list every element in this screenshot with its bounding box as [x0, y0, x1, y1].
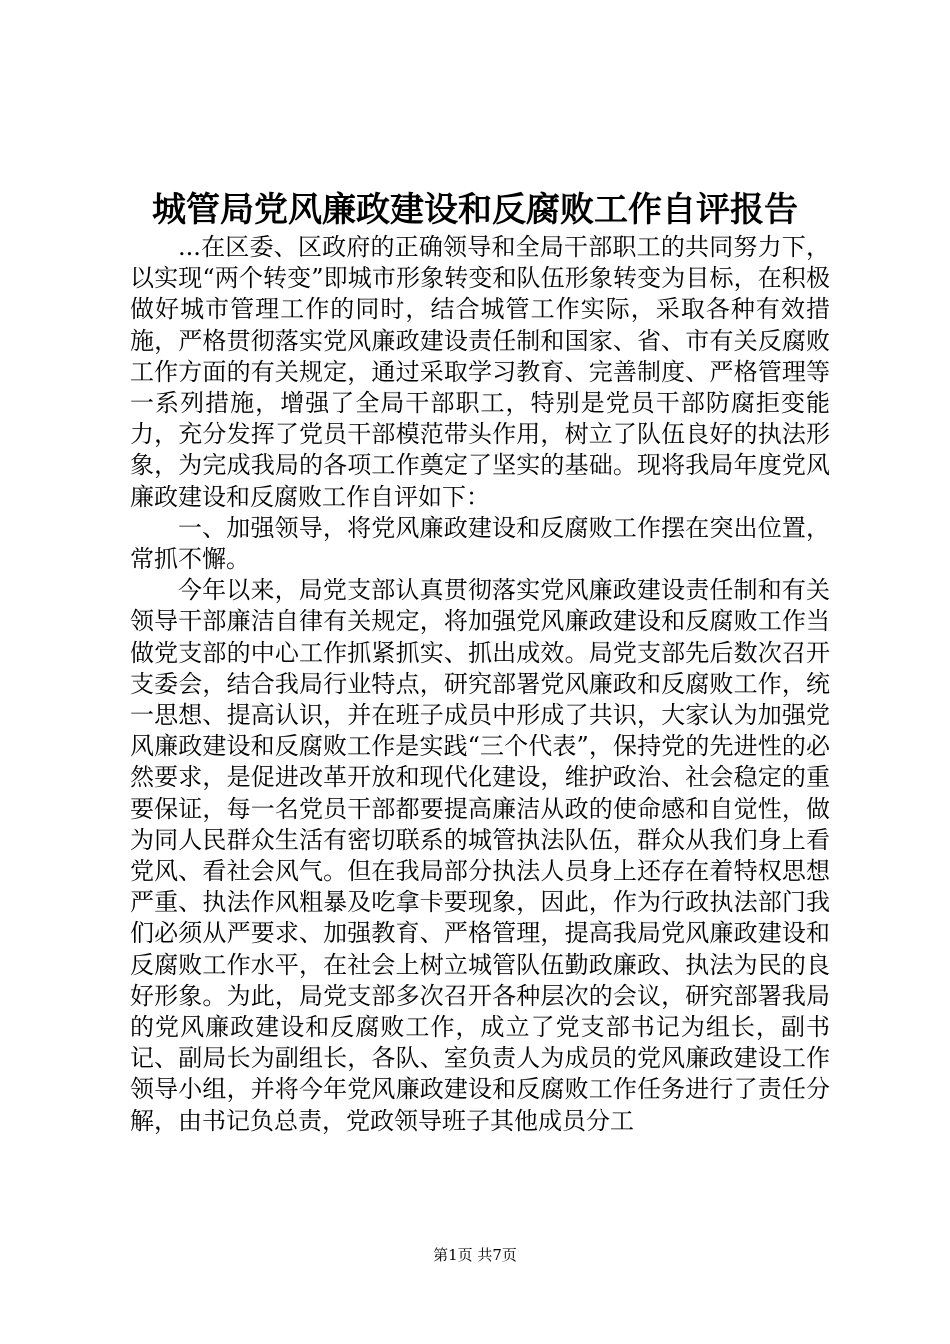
- paragraph-intro: ...在区委、区政府的正确领导和全局干部职工的共同努力下，以实现“两个转变”即城市形象转变和队伍形象转变为目标，在积极做好城市管理工作的同时，结合城管工作实际，采取各种有效措施，严格贯彻落实党风廉政建设责任制和国家、省、市有关反腐败工作方面的有关规定，通过采取学习教育、完善制度、严格管理等一系列措施，增强了全局干部职工，特别是党员干部防腐拒变能力，充分发挥了党员干部模范带头作用，树立了队伍良好的执法形象，为完成我局的各项工作奠定了坚实的基础。现将我局年度党风廉政建设和反腐败工作自评如下：: [130, 233, 830, 511]
- document-title: 城管局党风廉政建设和反腐败工作自评报告: [152, 190, 798, 230]
- document-body: [130, 232, 830, 1137]
- page-footer: 第1页 共7页: [433, 1246, 517, 1264]
- paragraph-section-heading: 一、加强领导，将党风廉政建设和反腐败工作摆在突出位置，常抓不懈。: [130, 513, 830, 574]
- paragraph-section-body: 今年以来，局党支部认真贯彻落实党风廉政建设责任制和有关领导干部廉洁自律有关规定，将加强党风廉政建设和反腐败工作当做党支部的中心工作抓紧抓实、抓出成效。局党支部先后数次召开支委会，结合我局行业特点，研究部署党风廉政和反腐败工作，统一思想、提高认识，并在班子成员中形成了共识，大家认为加强党风廉政建设和反腐败工作是实践“三个代表”，保持党的先进性的必然要求，是促进改革开放和现代化建设，维护政治、社会稳定的重要保证，每一名党员干部都要提高廉洁从政的使命感和自觉性，做为同人民群众生活有密切联系的城管执法队伍，群众从我们身上看党风、看社会风气。但在我局部分执法人员身上还存在着特权思想严重、执法作风粗暴及吃拿卡要现象，因此，作为行政执法部门我们必须从严要求、加强教育、严格管理，提高我局党风廉政建设和反腐败工作水平，在社会上树立城管队伍勤政廉政、执法为民的良好形象。为此，局党支部多次召开各种层次的会议，研究部署我局的党风廉政建设和反腐败工作，成立了党支部书记为组长，副书记、副局长为副组长，各队、室负责人为成员的党风廉政建设工作领导小组，并将今年党风廉政建设和反腐败工作任务进行了责任分解，由书记负总责，党政领导班子其他成员分工: [130, 576, 830, 1135]
